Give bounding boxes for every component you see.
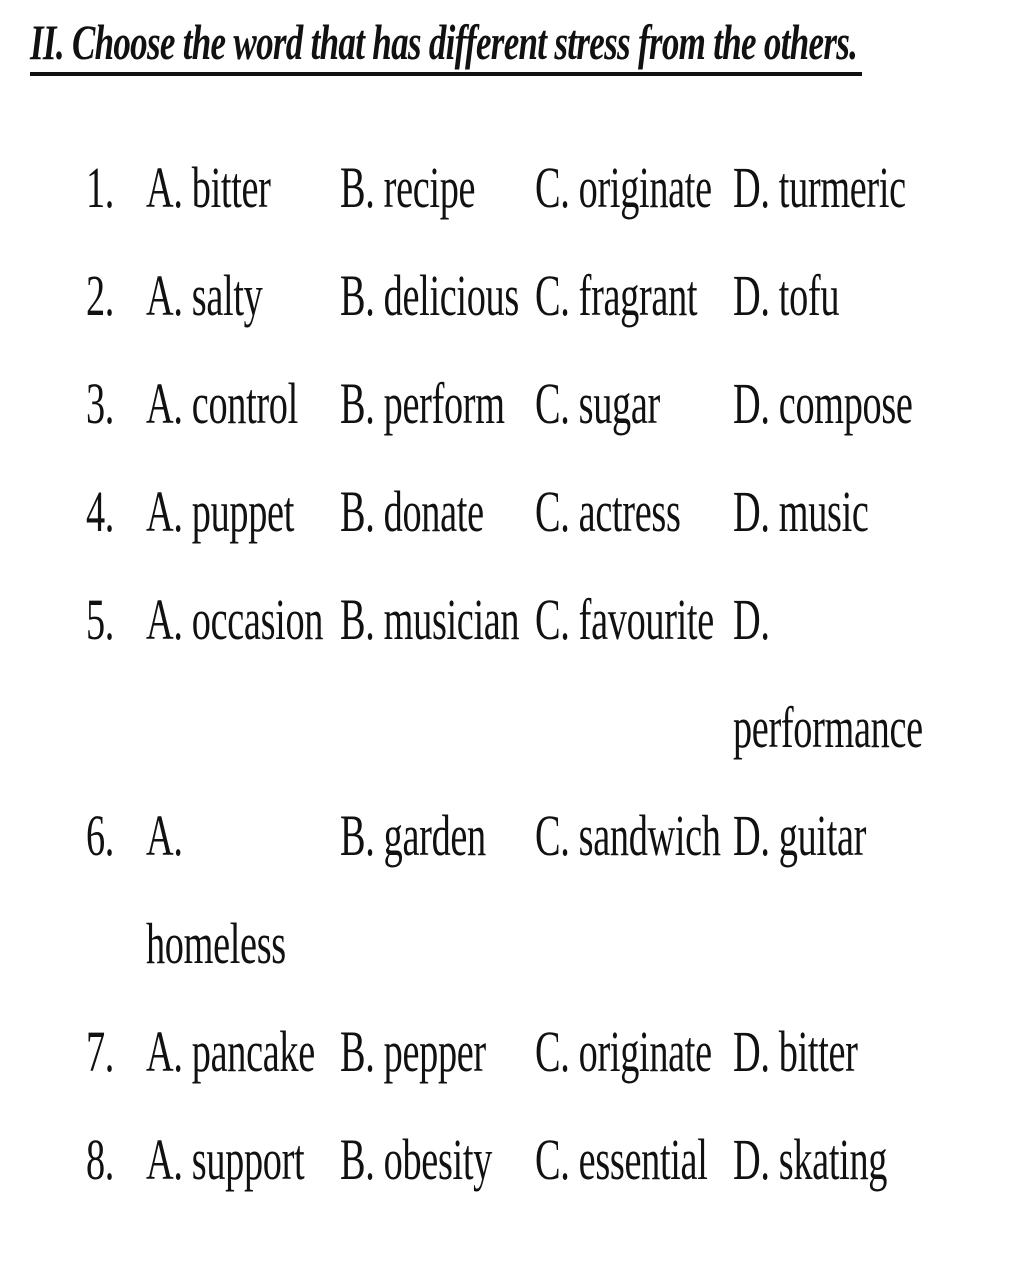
question-4-number: 4. <box>86 479 115 544</box>
question-3-option-d[interactable]: D. compose <box>733 371 913 436</box>
question-7-option-c[interactable]: C. originate <box>535 1019 712 1084</box>
question-2-option-a[interactable]: A. salty <box>146 263 263 328</box>
question-5-option-c[interactable]: C. favourite <box>535 587 714 652</box>
question-1-option-b[interactable]: B. recipe <box>340 155 476 220</box>
question-5-option-a[interactable]: A. occasion <box>146 587 324 652</box>
question-6-option-c[interactable]: C. sandwich <box>535 803 721 868</box>
question-3-option-a[interactable]: A. control <box>146 371 298 436</box>
question-1-option-d[interactable]: D. turmeric <box>733 155 906 220</box>
question-7-number: 7. <box>86 1019 115 1084</box>
question-7-option-a[interactable]: A. pancake <box>146 1019 315 1084</box>
question-8-number: 8. <box>86 1127 115 1192</box>
question-5-option-d-word[interactable]: performance <box>733 695 923 760</box>
question-8-option-c[interactable]: C. essential <box>535 1127 708 1192</box>
question-4-option-c[interactable]: C. actress <box>535 479 681 544</box>
question-4-option-b[interactable]: B. donate <box>340 479 484 544</box>
exercise-heading-text: II. Choose the word that has different stress from the others. <box>30 14 858 70</box>
question-4-option-a[interactable]: A. puppet <box>146 479 295 544</box>
question-6-option-a-word[interactable]: homeless <box>146 911 286 976</box>
question-5-option-b[interactable]: B. musician <box>340 587 520 652</box>
question-3-number: 3. <box>86 371 115 436</box>
question-8-option-b[interactable]: B. obesity <box>340 1127 492 1192</box>
question-1-option-c[interactable]: C. originate <box>535 155 712 220</box>
question-1-number: 1. <box>86 155 115 220</box>
question-2-option-b[interactable]: B. delicious <box>340 263 519 328</box>
question-2-number: 2. <box>86 263 115 328</box>
question-3-option-c[interactable]: C. sugar <box>535 371 660 436</box>
question-2-option-c[interactable]: C. fragrant <box>535 263 698 328</box>
question-2-option-d[interactable]: D. tofu <box>733 263 840 328</box>
question-4-option-d[interactable]: D. music <box>733 479 869 544</box>
question-6-number: 6. <box>86 803 115 868</box>
question-7-option-d[interactable]: D. bitter <box>733 1019 858 1084</box>
question-6-option-b[interactable]: B. garden <box>340 803 486 868</box>
question-1-option-a[interactable]: A. bitter <box>146 155 271 220</box>
question-7-option-b[interactable]: B. pepper <box>340 1019 486 1084</box>
question-8-option-d[interactable]: D. skating <box>733 1127 888 1192</box>
question-3-option-b[interactable]: B. perform <box>340 371 505 436</box>
question-6-option-a-letter[interactable]: A. <box>146 803 183 868</box>
question-5-option-d-letter[interactable]: D. <box>733 587 770 652</box>
question-8-option-a[interactable]: A. support <box>146 1127 305 1192</box>
question-5-number: 5. <box>86 587 115 652</box>
question-6-option-d[interactable]: D. guitar <box>733 803 867 868</box>
